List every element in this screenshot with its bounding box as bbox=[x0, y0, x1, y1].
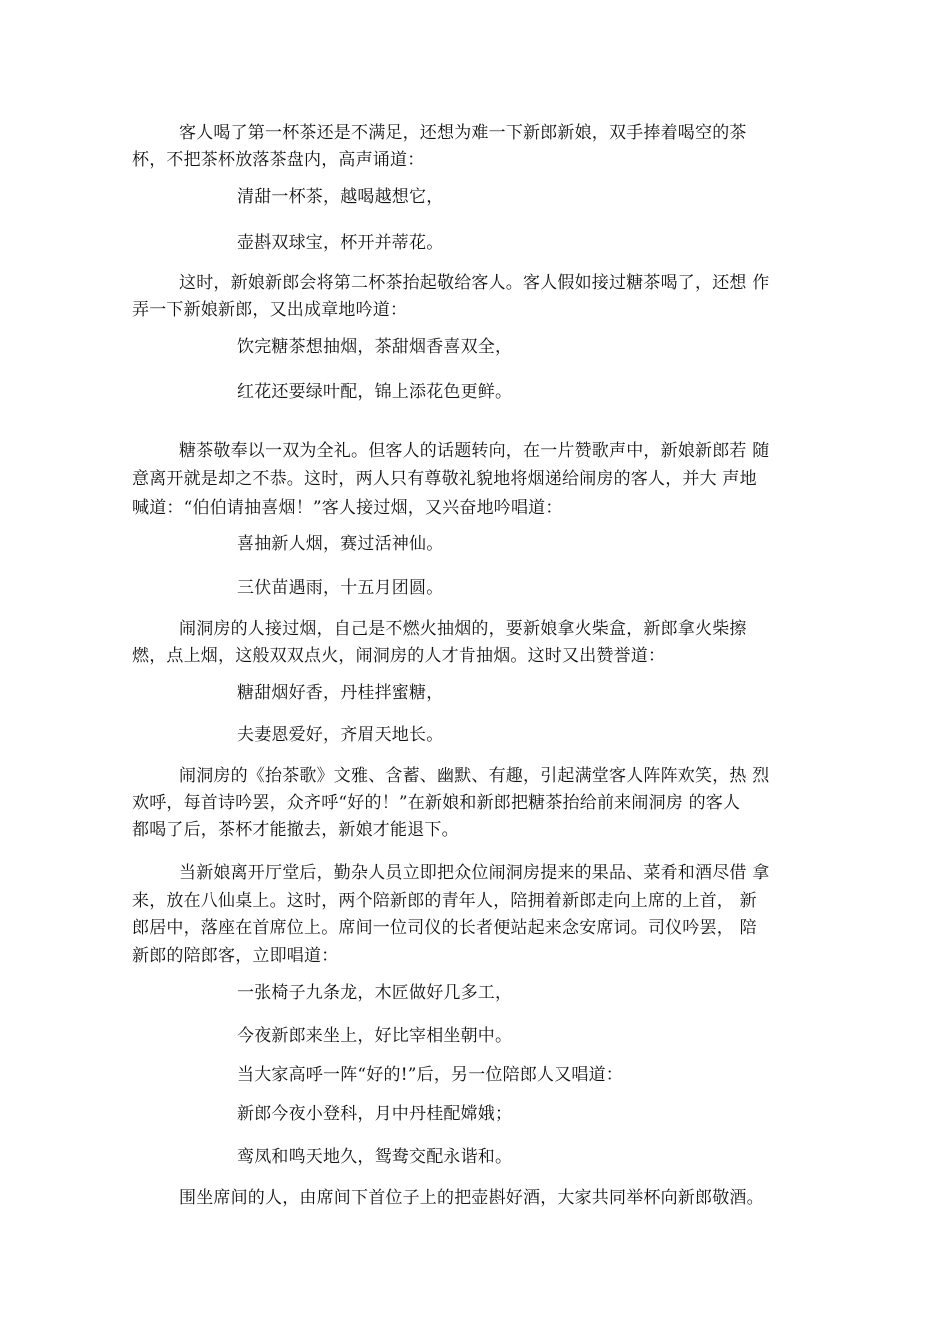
paragraph-line: 燃，点上烟，这般双双点火，闹洞房的人才肯抽烟。这时又出赞誉道： bbox=[132, 646, 666, 666]
verse-line: 鸾凤和鸣天地久，鸳鸯交配永谐和。 bbox=[237, 1147, 513, 1167]
verse-line: 新郎今夜小登科，月中丹桂配嫦娥； bbox=[237, 1104, 513, 1124]
paragraph-line: 郎居中，落座在首席位上。席间一位司仪的长者便站起来念安席词。司仪吟罢， 陪 bbox=[132, 918, 757, 938]
verse-line: 一张椅子九条龙，木匠做好几多工， bbox=[237, 983, 513, 1003]
paragraph-line: 喊道：“伯伯请抽喜烟！”客人接过烟，又兴奋地吟唱道： bbox=[132, 498, 563, 518]
verse-line: 夫妻恩爱好，齐眉天地长。 bbox=[237, 725, 444, 745]
paragraph-line: 意离开就是却之不恭。这时，两人只有尊敬礼貌地将烟递给闹房的客人，并大 声地 bbox=[132, 469, 757, 489]
verse-line: 饮完糖茶想抽烟，茶甜烟香喜双全， bbox=[237, 337, 513, 357]
verse-line: 喜抽新人烟，赛过活神仙。 bbox=[237, 534, 444, 554]
paragraph-line: 围坐席间的人，由席间下首位子上的把壶斟好酒，大家共同举杯向新郎敬酒。 bbox=[179, 1188, 764, 1208]
verse-line: 当大家高呼一阵“好的!”后，另一位陪郎人又唱道： bbox=[237, 1065, 624, 1085]
paragraph-line: 弄一下新娘新郎，又出成章地吟道： bbox=[132, 300, 408, 320]
verse-line: 清甜一杯茶，越喝越想它， bbox=[237, 187, 444, 207]
paragraph-line: 杯，不把茶杯放落茶盘内，高声诵道： bbox=[132, 150, 425, 170]
paragraph-line: 糖茶敬奉以一双为全礼。但客人的话题转向，在一片赞歌声中，新娘新郎若 随 bbox=[179, 441, 770, 461]
paragraph-line: 客人喝了第一杯茶还是不满足，还想为难一下新郎新娘，双手捧着喝空的茶 bbox=[179, 123, 747, 143]
verse-line: 今夜新郎来坐上，好比宰相坐朝中。 bbox=[237, 1026, 513, 1046]
verse-line: 壶斟双球宝，杯开并蒂花。 bbox=[237, 233, 444, 253]
paragraph-line: 当新娘离开厅堂后，勤杂人员立即把众位闹洞房提来的果品、菜肴和酒尽借 拿 bbox=[179, 863, 770, 883]
paragraph-line: 这时，新娘新郎会将第二杯茶抬起敬给客人。客人假如接过糖茶喝了，还想 作 bbox=[179, 273, 770, 293]
paragraph-line: 闹洞房的《抬茶歌》文雅、含蓄、幽默、有趣，引起满堂客人阵阵欢笑，热 烈 bbox=[179, 766, 770, 786]
verse-line: 三伏苗遇雨，十五月团圆。 bbox=[237, 578, 444, 598]
paragraph-line: 都喝了后，茶杯才能撤去，新娘才能退下。 bbox=[132, 820, 459, 840]
paragraph-line: 来，放在八仙桌上。这时，两个陪新郎的青年人，陪拥着新郎走向上席的上首， 新 bbox=[132, 891, 757, 911]
verse-line: 红花还要绿叶配，锦上添花色更鲜。 bbox=[237, 382, 513, 402]
paragraph-line: 闹洞房的人接过烟，自己是不燃火抽烟的，要新娘拿火柴盒，新郎拿火柴擦 bbox=[179, 619, 747, 639]
paragraph-line: 新郎的陪郎客，立即唱道： bbox=[132, 946, 339, 966]
paragraph-line: 欢呼，每首诗吟罢，众齐呼“好的！”在新娘和新郎把糖茶抬给前来闹洞房 的客人 bbox=[132, 793, 741, 813]
verse-line: 糖甜烟好香，丹桂拌蜜糖， bbox=[237, 683, 444, 703]
